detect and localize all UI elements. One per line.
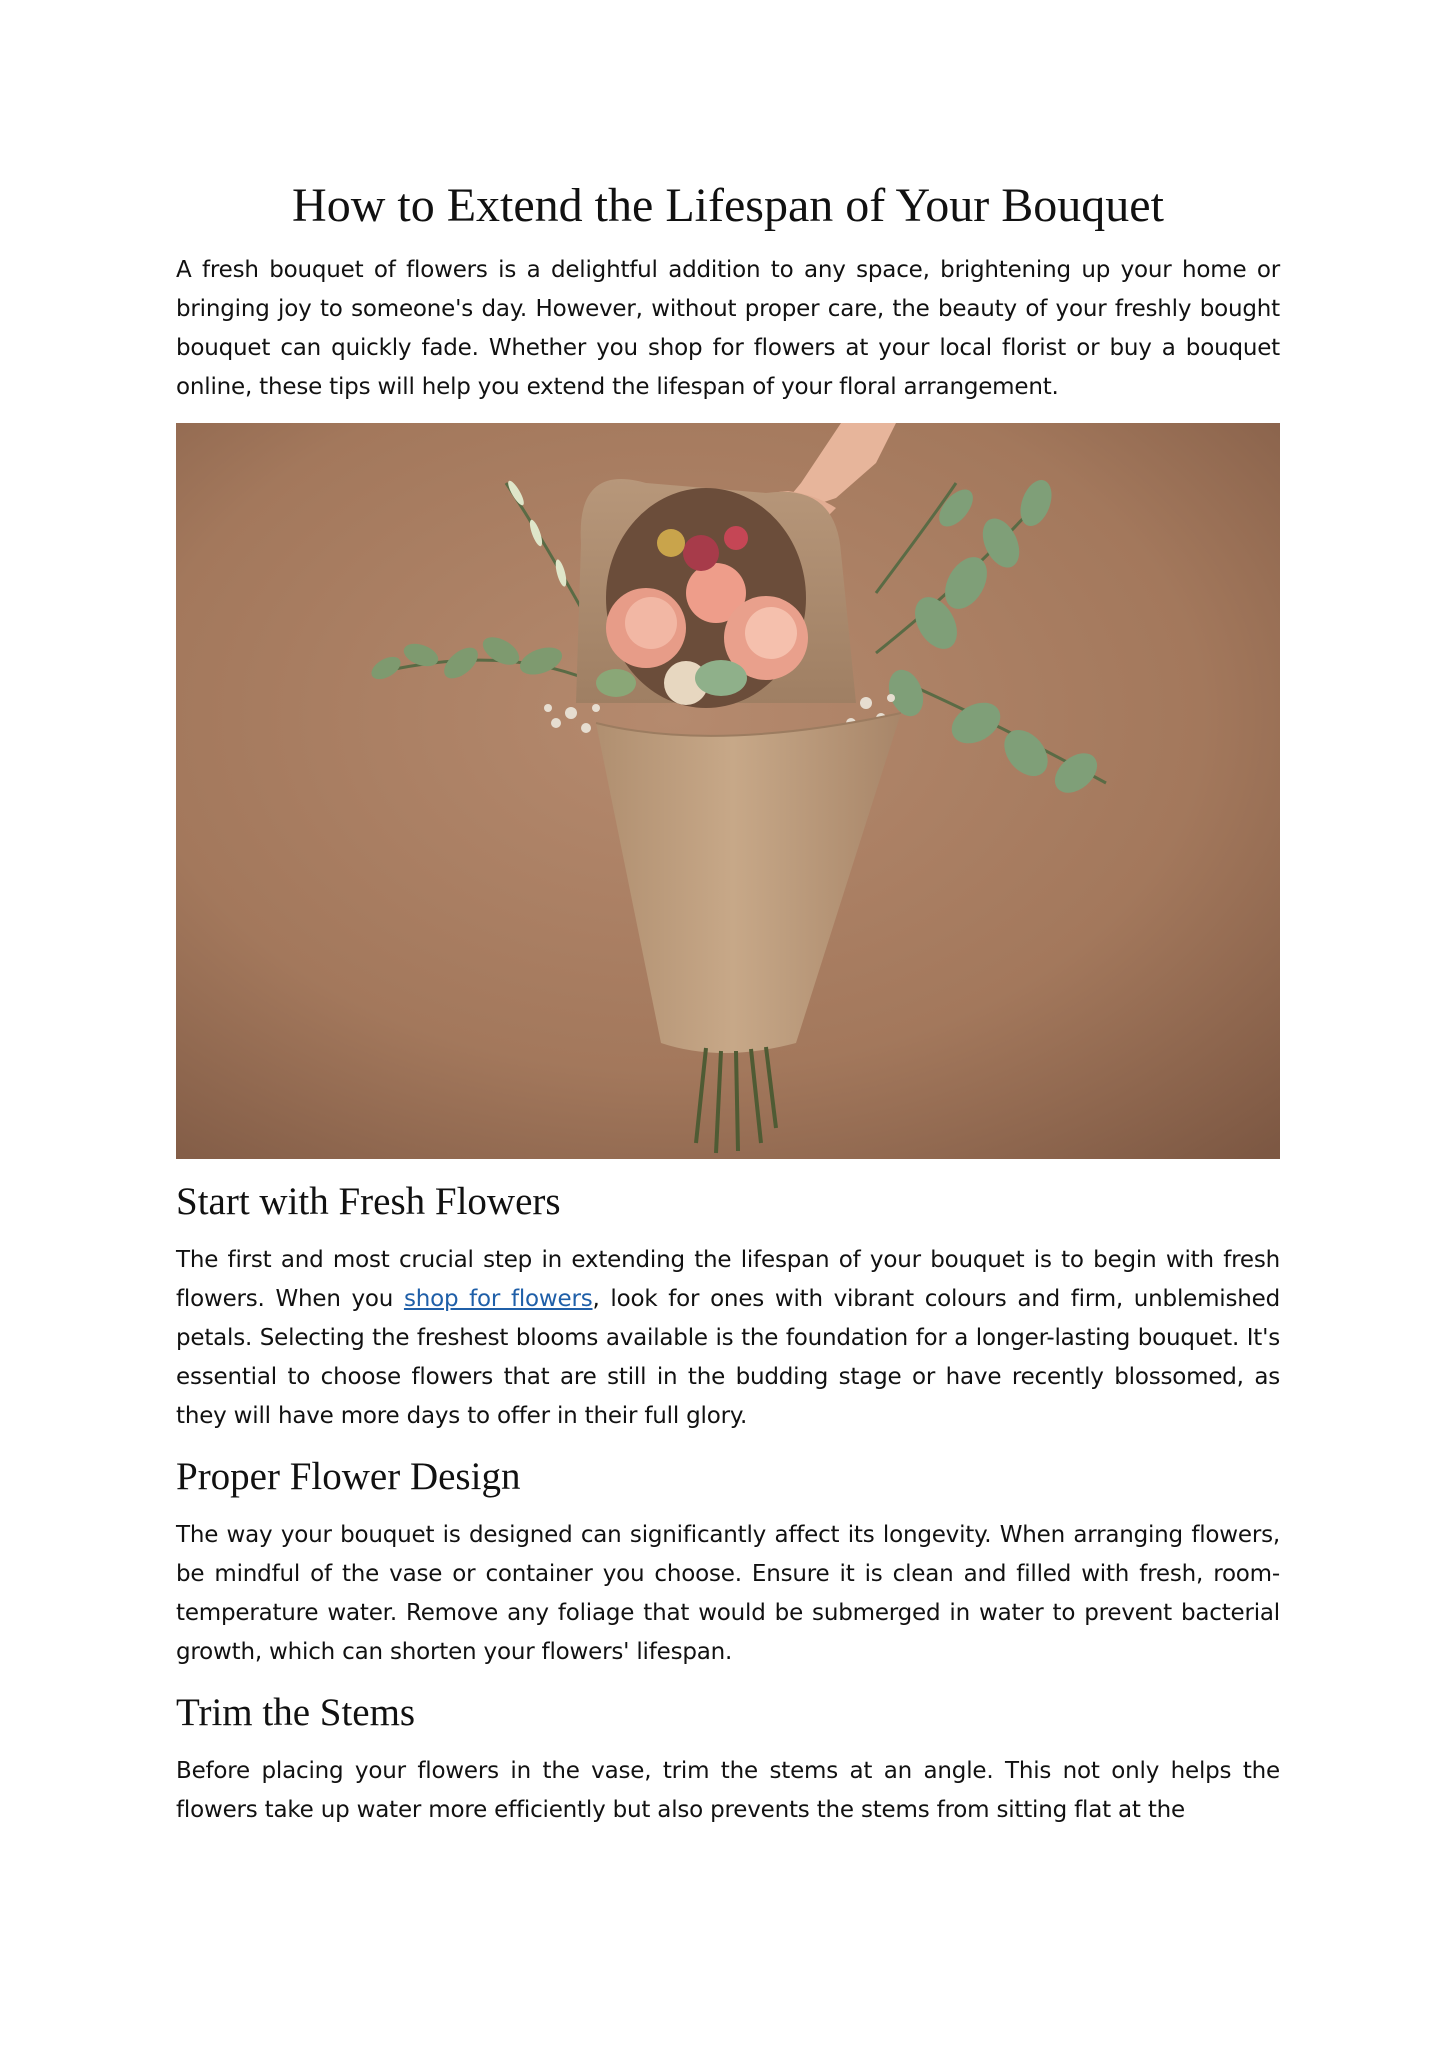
shop-for-flowers-link[interactable]: shop for flowers bbox=[403, 1286, 593, 1312]
section-paragraph bbox=[176, 1241, 1280, 1436]
text-before-link: The first and most crucial step in extending the lifespan of your bouquet is to begin with fresh flowers. When you bbox=[176, 1247, 1280, 1312]
section-paragraph: The way your bouquet is designed can significantly affect its longevity. When arranging flowers, be mindful of the vase or container you choose. Ensure it is clean and filled with fresh, room-temperature water. Remove any foliage that would be submerged in water to prevent bacterial growth, which can shorten your flowers' lifespan. bbox=[176, 1522, 1280, 1665]
section-heading: Start with Fresh Flowers bbox=[176, 1180, 561, 1223]
bouquet-photo bbox=[176, 423, 1280, 1159]
section-heading: Trim the Stems bbox=[176, 1691, 416, 1734]
intro-paragraph: A fresh bouquet of flowers is a delightful addition to any space, brightening up your home or bringing joy to someone's day. However, without proper care, the beauty of your freshly bought bouquet can quickly fade. Whether you shop for flowers at your local florist or buy a bouquet online, these tips will help you extend the lifespan of your floral arrangement. bbox=[176, 257, 1280, 400]
article bbox=[176, 175, 1280, 1846]
section-fresh-flowers bbox=[176, 1177, 1280, 1436]
section-trim-stems bbox=[176, 1688, 1280, 1830]
section-flower-design bbox=[176, 1452, 1280, 1672]
section-heading: Proper Flower Design bbox=[176, 1455, 521, 1498]
page-title: How to Extend the Lifespan of Your Bouquet bbox=[292, 179, 1164, 232]
section-paragraph: Before placing your flowers in the vase, trim the stems at an angle. This not only helps the flowers take up water more efficiently but also prevents the stems from sitting flat at the bbox=[176, 1758, 1280, 1823]
text-after-link: , look for ones with vibrant colours and firm, unblemished petals. Selecting the freshest blooms available is the foundation for a longer-lasting bouquet. It's essential to choose flowers that are still in the budding stage or have recently blossomed, as they will have more days to offer in their full glory. bbox=[176, 1286, 1281, 1429]
